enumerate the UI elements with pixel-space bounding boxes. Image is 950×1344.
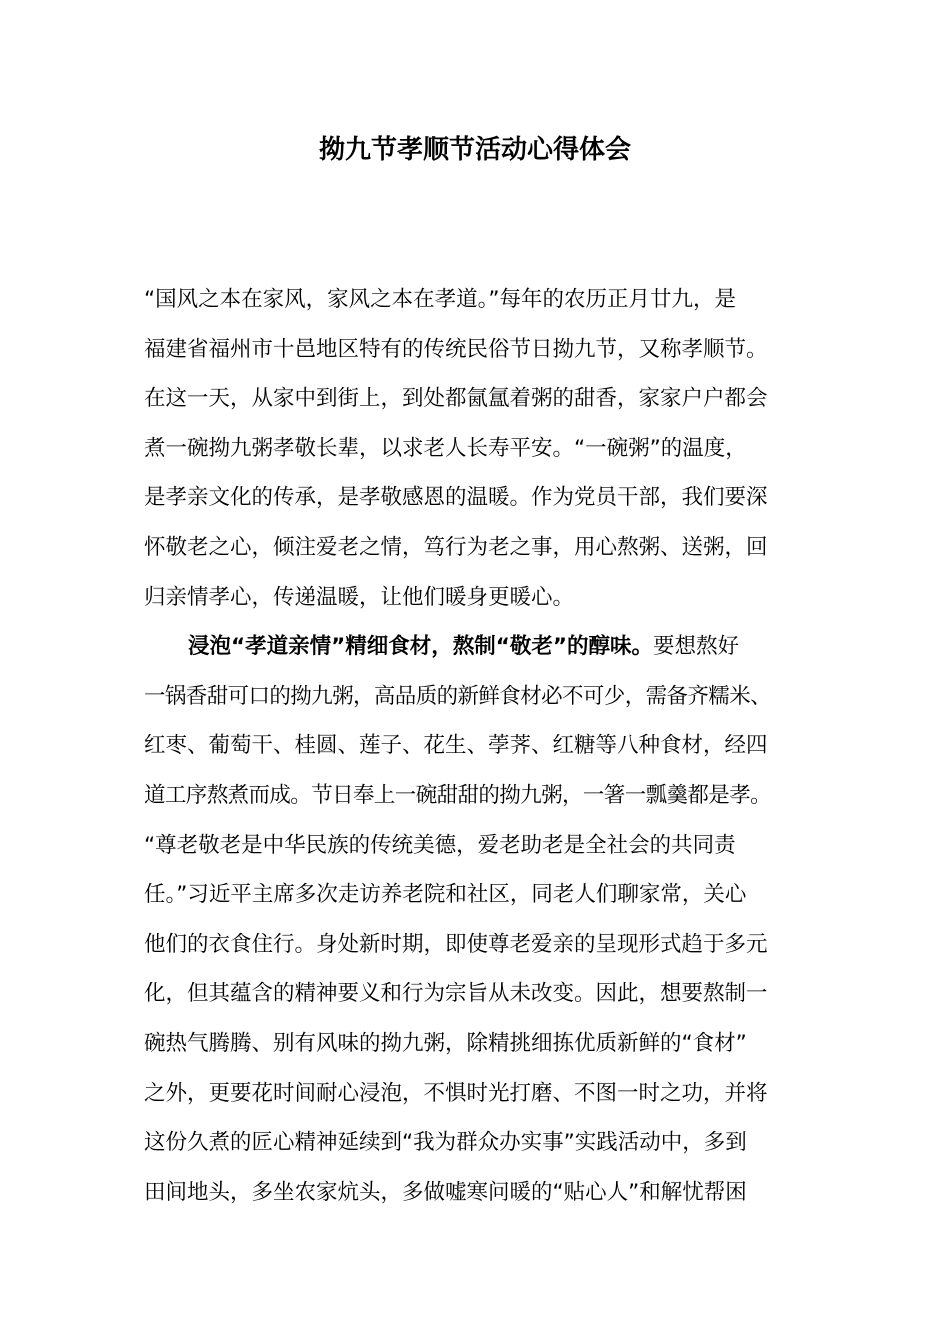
text-line: 之外，更要花时间耐心浸泡，不惧时光打磨、不图一时之功，并将 [144,1080,768,1106]
text-line: 一锅香甜可口的拗九粥，高品质的新鲜食材必不可少，需备齐糯米、 [144,683,772,709]
text-line: 煮一碗拗九粥孝敬长辈，以求老人长寿平安。“一碗粥”的温度， [144,435,747,461]
text-line: “国风之本在家风，家风之本在孝道。”每年的农历正月廿九，是 [144,287,737,312]
document-title: 拗九节孝顺节活动心得体会 [318,135,631,165]
text-line: 碗热气腾腾、别有风味的拗九粥，除精挑细拣优质新鲜的“食材” [144,1030,747,1056]
text-line: 化，但其蕴含的精神要义和行为宗旨从未改变。因此，想要熬制一 [144,981,768,1007]
text-line: 福建省福州市十邑地区特有的传统民俗节日拗九节，又称孝顺节。 [144,336,768,362]
text-line: 在这一天，从家中到街上，到处都氤氲着粥的甜香，家家户户都会 [144,386,768,412]
text-line: 田间地头，多坐农家炕头，多做嘘寒问暖的“贴心人”和解忧帮困 [144,1179,747,1205]
text-run: 要想熬好 [653,634,740,660]
text-line: “尊老敬老是中华民族的传统美德，爱老助老是全社会的共同责 [144,832,736,858]
document-body [144,275,806,1217]
section-heading: 浸泡“孝道亲情”精细食材，熬制“敬老”的醇味。 [188,634,654,660]
text-line: 归亲情孝心，传递温暖，让他们暖身更暖心。 [144,584,575,610]
text-line: 是孝亲文化的传承，是孝敬感恩的温暖。作为党员干部，我们要深 [144,485,768,511]
text-line: 怀敬老之心，倾注爱老之情，笃行为老之事，用心熬粥、送粥，回 [144,534,768,560]
text-line: 任。”习近平主席多次走访养老院和社区，同老人们聊家常，关心 [144,882,747,908]
text-line: 他们的衣食住行。身处新时期，即使尊老爱亲的呈现形式趋于多元 [144,931,768,957]
text-line: 红枣、葡萄干、桂圆、莲子、花生、荸荠、红糖等八种食材，经四 [144,733,768,759]
text-line: 这份久煮的匠心精神延续到“我为群众办实事”实践活动中，多到 [144,1130,747,1156]
text-line: 道工序熬煮而成。节日奉上一碗甜甜的拗九粥，一箸一瓢羹都是孝。 [144,782,772,808]
paragraph-lead-line [144,622,806,672]
